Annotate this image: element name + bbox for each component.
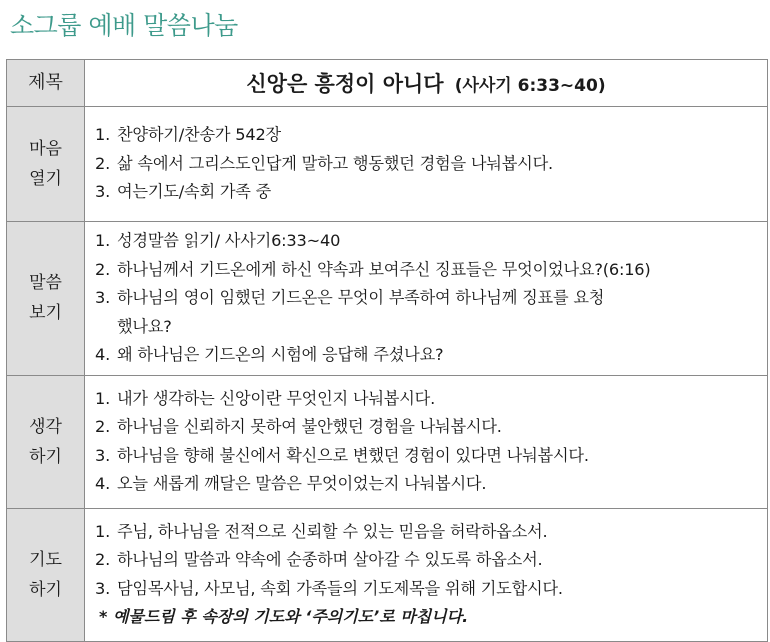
section-label [7,508,85,641]
section-label-line: 보기 [29,303,62,324]
title-cell [85,60,768,107]
section-label-line: 하기 [29,446,62,467]
section-label [7,375,85,508]
section-content [85,375,768,508]
list-item: 3. 여는기도/속회 가족 중 [95,182,272,202]
list-item: 3. 하나님의 영이 임했던 기드온은 무엇이 부족하여 하나님께 징표를 요청 [95,288,605,307]
section-content [85,222,768,376]
list-item: 3. 담임목사님, 사모님, 속회 가족들의 기도제목을 위해 기도합시다. [95,578,563,598]
list-item-continuation: 했나요? [117,316,172,336]
header-row [7,60,768,107]
section-row-reflection [7,375,768,508]
list-item: 4. 오늘 새롭게 깨달은 말씀은 무엇이었는지 나눠봅시다. [95,474,487,493]
section-label-line: 마음 [29,139,62,159]
list-item: 3. 하나님을 향해 불신에서 확신으로 변했던 경험이 있다면 나눠봅시다. [95,445,589,465]
closing-note: * 예물드림 후 속장의 기도와 ‘주의기도’로 마칩니다. [99,607,469,627]
section-content [85,508,768,641]
section-label-line: 열기 [29,169,62,189]
section-label-line: 기도 [29,549,62,570]
header-label: 제목 [7,60,85,107]
list-item: 2. 하나님의 말씀과 약속에 순종하며 살아갈 수 있도록 하옵소서. [95,550,543,570]
section-row-word-reading [7,222,768,376]
section-label [7,222,85,376]
list-item: 1. 찬양하기/찬송가 542장 [95,125,281,145]
section-row-heart-opening [7,107,768,222]
list-item: 4. 왜 하나님은 기드온의 시험에 응답해 주셨나요? [95,345,444,364]
section-content [85,107,768,222]
section-label-line: 말씀 [29,273,62,294]
sermon-title: 신앙은 흥정이 아니다 [246,72,444,96]
scripture-reference: (사사기 6:33~40) [454,76,606,96]
list-item: 1. 내가 생각하는 신앙이란 무엇인지 나눠봅시다. [95,388,436,408]
list-item: 1. 주님, 하나님을 전적으로 신뢰할 수 있는 믿음을 허락하옵소서. [95,521,548,541]
list-item: 2. 삶 속에서 그리스도인답게 말하고 행동했던 경험을 나눠봅시다. [95,153,553,173]
section-row-prayer [7,508,768,641]
list-item: 2. 하나님을 신뢰하지 못하여 불안했던 경험을 나눠봅시다. [95,417,502,436]
list-item: 2. 하나님께서 기드온에게 하신 약속과 보여주신 징표들은 무엇이었나요?(6:16) [95,259,651,279]
section-label [7,107,85,222]
list-item: 1. 성경말씀 읽기/ 사사기6:33~40 [95,231,341,250]
section-label-line: 생각 [29,416,62,437]
section-label-line: 하기 [29,579,62,600]
worship-plan-table [6,59,768,642]
page-title: 소그룹 예배 말씀나눔 [10,11,238,40]
